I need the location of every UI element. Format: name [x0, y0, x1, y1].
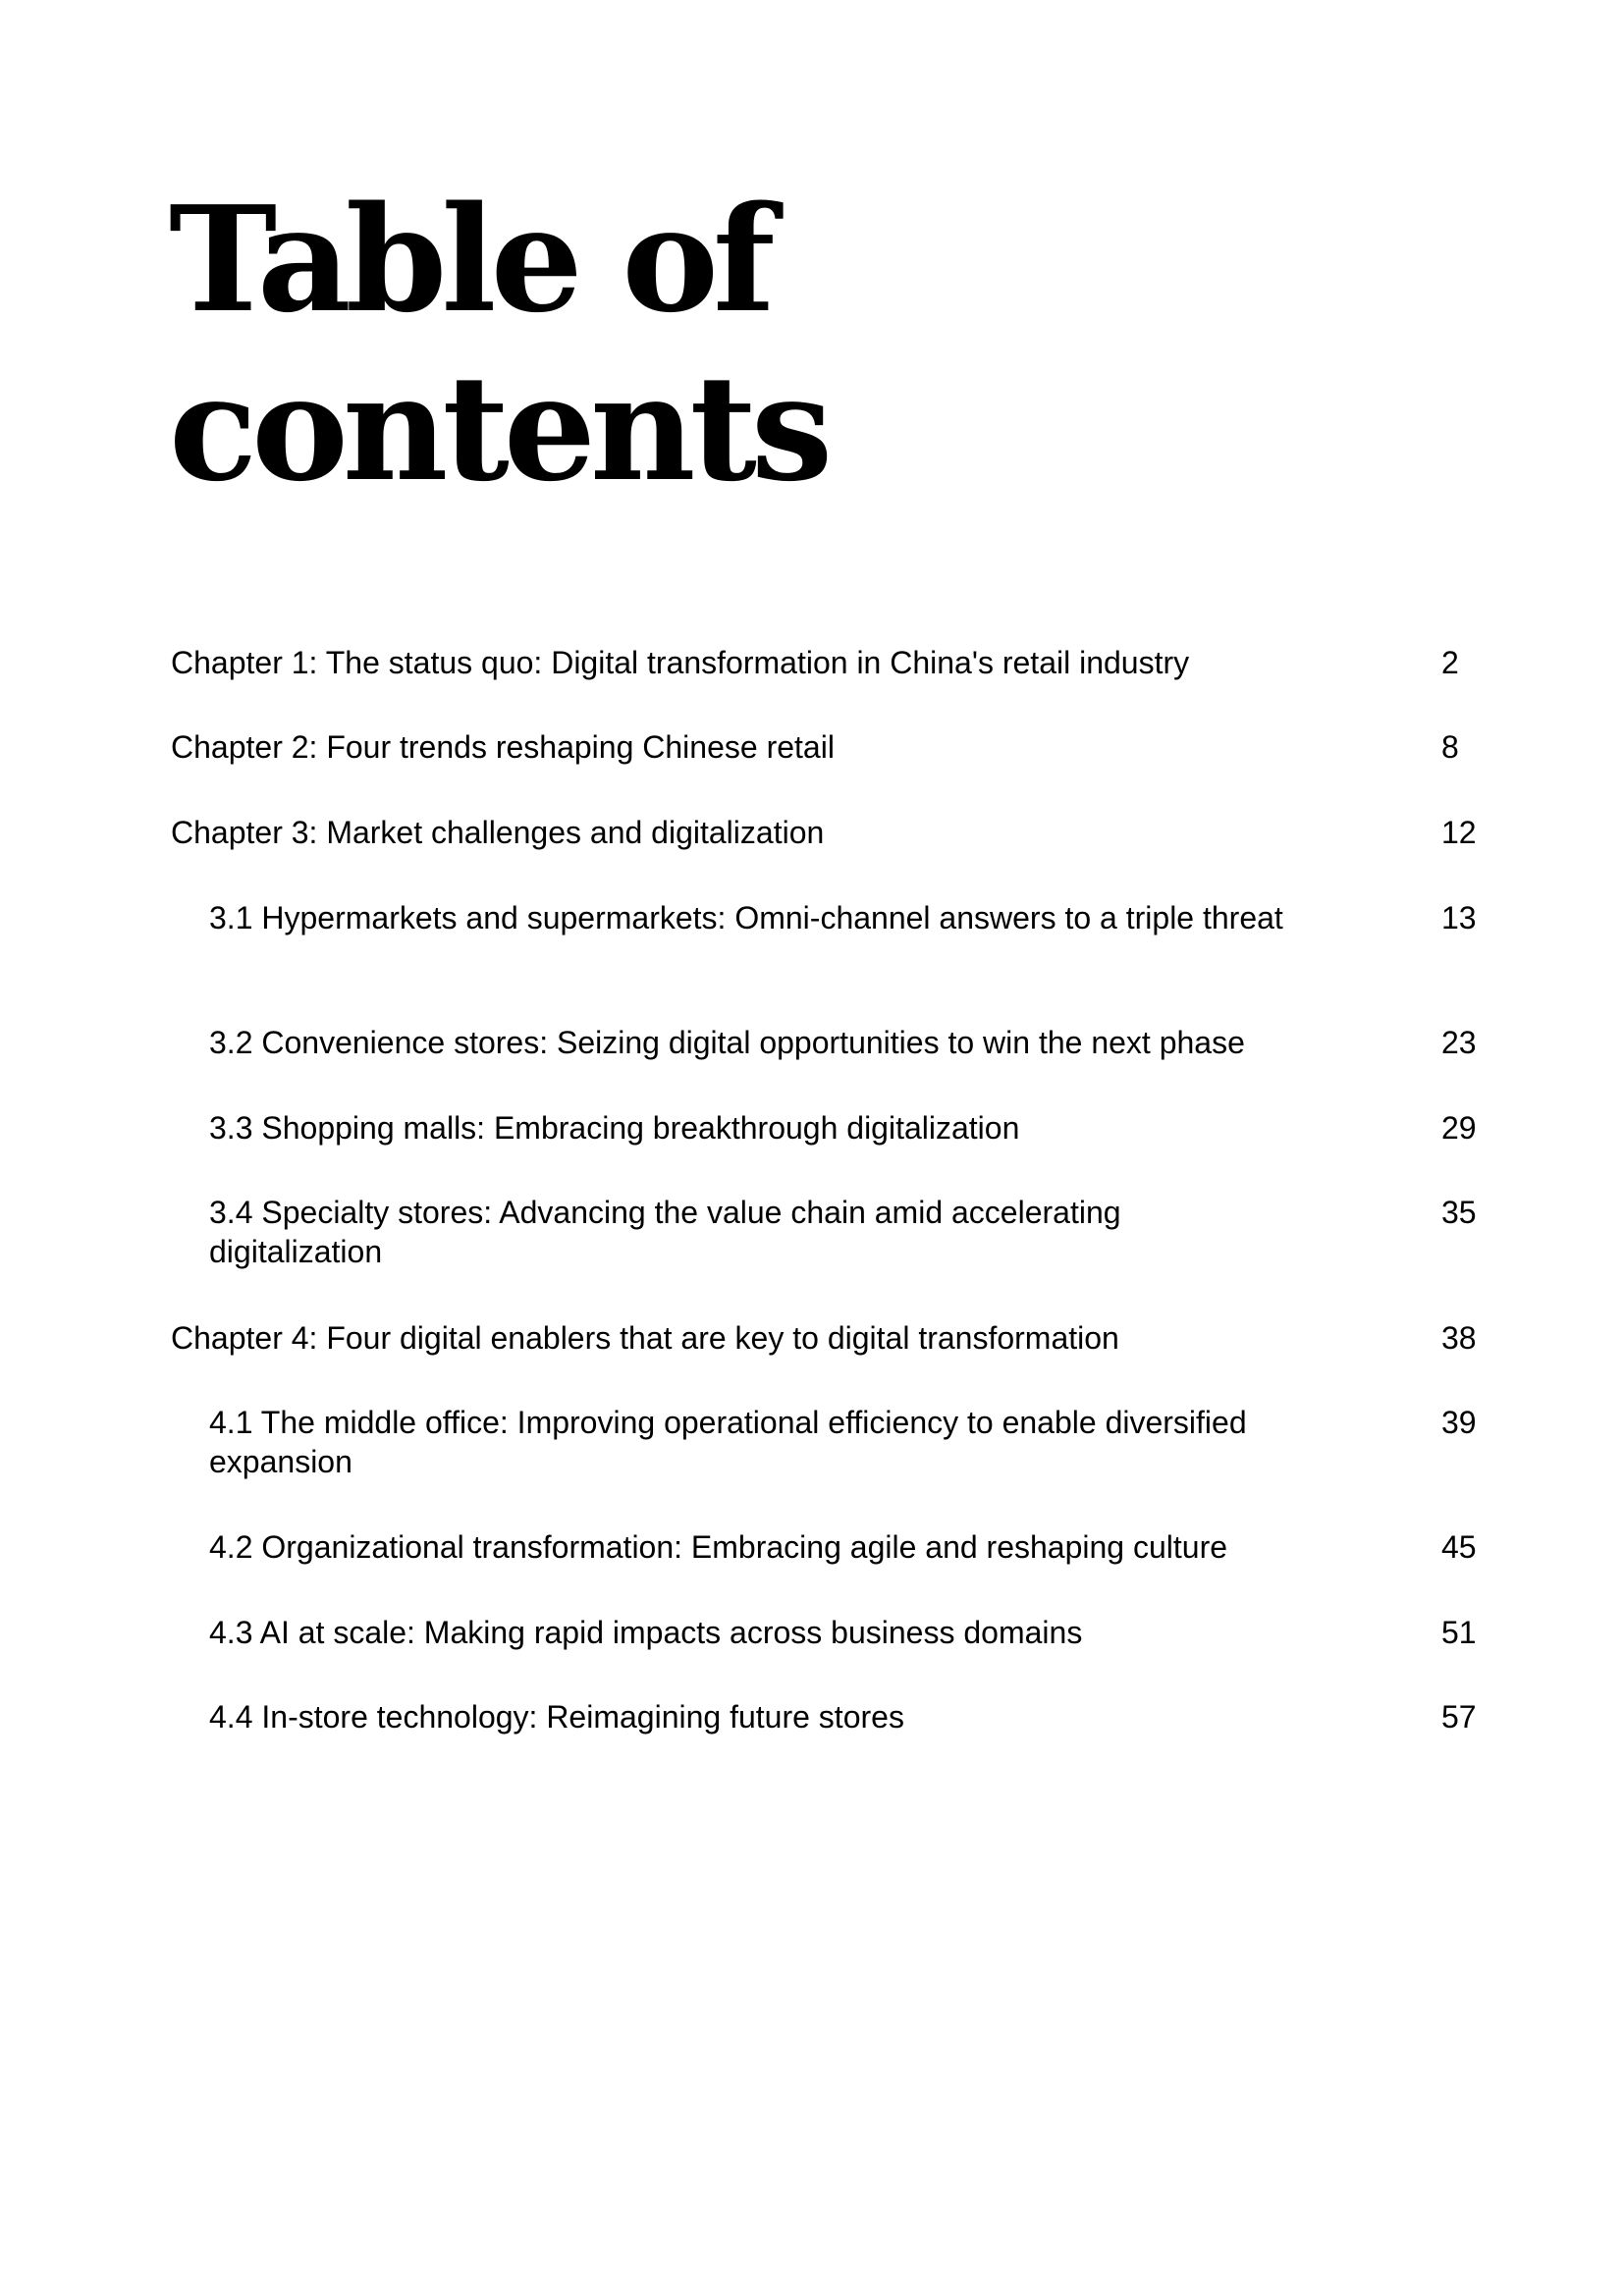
toc-entry-page-number: 39	[1441, 1405, 1477, 1440]
toc-entry-page-number: 8	[1441, 729, 1459, 765]
toc-entry-page-number: 38	[1441, 1320, 1477, 1356]
toc-entry-label: Chapter 4: Four digital enablers that are key to digital transformation	[171, 1320, 1119, 1356]
toc-entry-label: 3.2 Convenience stores: Seizing digital opportunities to win the next phase	[209, 1025, 1245, 1060]
toc-entry-label: Chapter 2: Four trends reshaping Chinese retail	[171, 729, 835, 765]
page-title-line-1: Table of	[169, 174, 770, 345]
toc-entry-label: Chapter 3: Market challenges and digitalization	[171, 815, 825, 850]
toc-entry-page-number: 13	[1441, 900, 1477, 935]
toc-entry-label: 4.2 Organizational transformation: Embracing agile and reshaping culture	[209, 1529, 1228, 1565]
toc-entry-label: 3.1 Hypermarkets and supermarkets: Omni-channel answers to a triple threat	[209, 900, 1283, 935]
toc-entry-label: 3.3 Shopping malls: Embracing breakthrough digitalization	[209, 1110, 1020, 1146]
toc-entry-page-number: 12	[1441, 815, 1477, 850]
toc-entry-label: Chapter 1: The status quo: Digital transformation in China's retail industry	[171, 645, 1190, 680]
toc-entry-page-number: 23	[1441, 1025, 1477, 1060]
toc-entry-label: 4.4 In-store technology: Reimagining future stores	[209, 1699, 904, 1735]
toc-entry-page-number: 45	[1441, 1529, 1477, 1565]
toc-entry-label: 4.1 The middle office: Improving operational efficiency to enable diversified expansion	[209, 1405, 1247, 1479]
page-title-line-2: contents	[169, 343, 828, 513]
toc-entry-page-number: 57	[1441, 1699, 1477, 1735]
toc-entry-label: 3.4 Specialty stores: Advancing the value chain amid accelerating digitalization	[209, 1195, 1121, 1269]
toc-entry-page-number: 2	[1441, 645, 1459, 680]
toc-entry-page-number: 35	[1441, 1195, 1477, 1230]
toc-entry-page-number: 51	[1441, 1615, 1477, 1650]
toc-entry-label: 4.3 AI at scale: Making rapid impacts across business domains	[209, 1615, 1083, 1650]
toc-entry-page-number: 29	[1441, 1110, 1477, 1146]
